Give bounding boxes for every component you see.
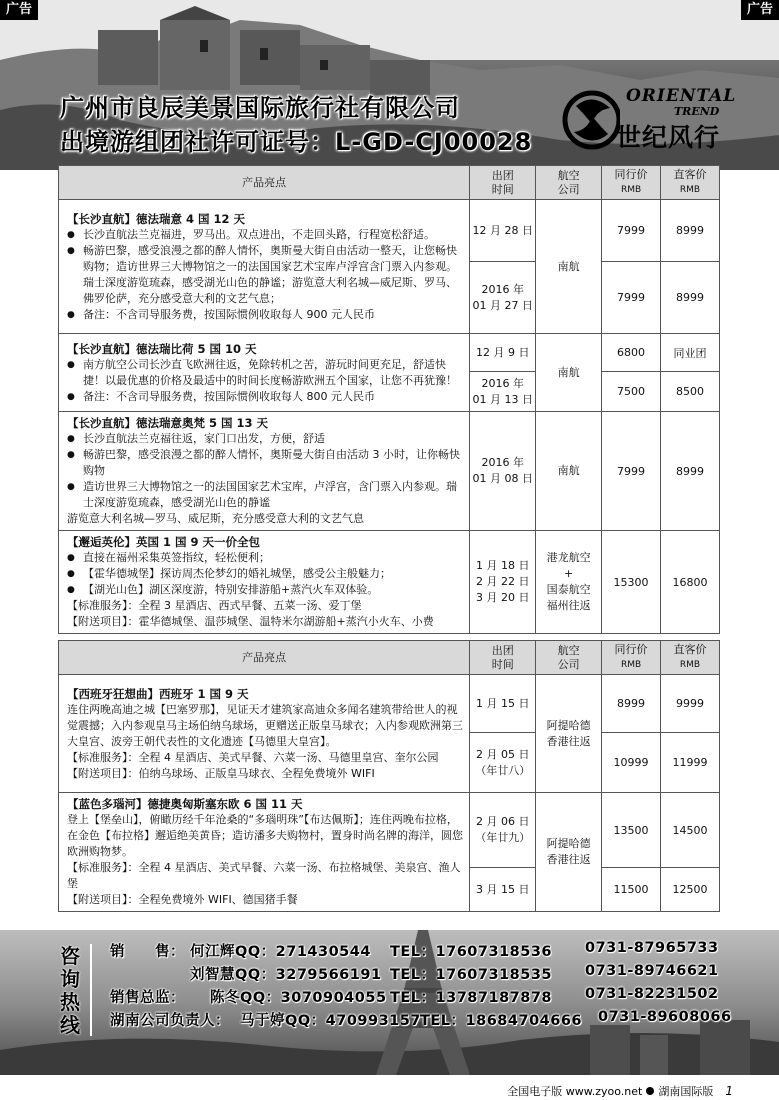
header-date: 出团 时间 <box>470 641 536 675</box>
tour-extra: 【附送项目】：伯纳乌球场、正版皇马球衣、全程免费境外 WIFI <box>67 766 375 780</box>
tour-extra: 【标准服务】：全程 4 星酒店、美式早餐、六菜一汤、马德里皇宫、奎尔公园 <box>67 750 439 764</box>
swirl-logo-icon <box>562 84 620 154</box>
tour-note: 游览意大利名城—罗马、威尼斯，充分感受意大利的文艺气息 <box>67 512 364 525</box>
header-airline: 航空 公司 <box>536 641 602 675</box>
footer-site: 全国电子版 www.zyoo.net <box>507 1085 643 1098</box>
tour-description <box>59 200 470 334</box>
bullet-icon: ● <box>67 434 75 444</box>
airline: 港龙航空 + 国泰航空 福州往返 <box>536 531 602 634</box>
departure-date: 2 月 05 日 （年廿八） <box>470 733 536 793</box>
bullet-icon: ● <box>67 569 75 579</box>
contact-role: 湖南公司负责人： <box>110 1013 230 1029</box>
departure-date: 2 月 06 日 （年廿九） <box>470 793 536 868</box>
tour-title: 【长沙直航】德法瑞比荷 5 国 10 天 <box>67 341 257 356</box>
tour-description <box>59 793 470 912</box>
direct-price: 8999 <box>661 262 720 334</box>
bullet-icon: ● <box>67 309 75 320</box>
contact-tel: TEL：17607318536 <box>390 944 553 960</box>
direct-price: 11999 <box>661 733 720 793</box>
tour-title: 【蓝色多瑙河】德捷奥匈斯塞东欧 6 国 11 天 <box>67 797 303 811</box>
departure-date: 1 月 15 日 <box>470 675 536 733</box>
direct-price: 同业团 <box>661 334 720 372</box>
tour-bullet: 备注：不含司导服务费，按国际惯例收取每人 800 元人民币 <box>83 389 375 403</box>
contact-name-qq: 马于婷QQ：470993157 <box>240 1013 421 1029</box>
peer-price: 8999 <box>602 675 661 733</box>
departure-date: 12 月 9 日 <box>470 334 536 372</box>
peer-price: 15300 <box>602 531 661 634</box>
table-header-row <box>59 641 720 675</box>
tour-table-2 <box>58 640 720 912</box>
tour-extra: 【附送项目】：霍华德城堡、温莎城堡、温特米尔湖游船+蒸汽小火车、小费 <box>67 615 434 628</box>
header-direct-price: 直客价 RMB <box>661 166 720 200</box>
tour-bullet: 【湖光山色】湖区深度游，特别安排游船+蒸汽火车双体验。 <box>83 583 379 596</box>
departure-date: 2016 年 01 月 13 日 <box>470 372 536 412</box>
contact-phone: 0731-89746621 <box>585 963 719 979</box>
direct-price: 8999 <box>661 412 720 531</box>
footer-edition: 湖南国际版 <box>658 1085 714 1098</box>
peer-price: 11500 <box>602 868 661 912</box>
departure-date: 2016 年 01 月 27 日 <box>470 262 536 334</box>
peer-price: 7999 <box>602 262 661 334</box>
tour-body: 连住两晚高迪之城【巴塞罗那】，见证天才建筑家高迪众多闻名建筑带给世人的视觉震撼；入内参观皇马主场伯纳乌球场，更赠送正版皇马球衣；入内参观欧洲第三大皇宫、波旁王朝代表性的文化遗迹【马德里大皇宫】。 <box>67 702 463 748</box>
table-row <box>59 531 720 634</box>
page-number: 1 <box>725 1084 733 1098</box>
tour-extra: 【附送项目】：全程免费境外 WIFI、德国猪手餐 <box>67 893 298 906</box>
direct-price: 8999 <box>661 200 720 262</box>
bullet-icon: ● <box>67 585 75 595</box>
contact-phone: 0731-87965733 <box>585 940 719 956</box>
tour-table-1 <box>58 165 720 634</box>
table-row <box>59 793 720 868</box>
ad-tag-left: 广告 <box>0 0 38 20</box>
logo-text-en-2: TREND <box>674 105 720 118</box>
tour-bullet: 直接在福州采集英签指纹，轻松便利； <box>83 551 270 564</box>
contact-name-qq: 何江辉QQ：271430544 <box>190 944 371 960</box>
airline: 南航 <box>536 412 602 531</box>
tour-description <box>59 334 470 412</box>
tour-title: 【长沙直航】德法瑞意奥梵 5 国 13 天 <box>67 416 269 430</box>
contact-role: 销 售： <box>110 944 185 960</box>
tour-title: 【西班牙狂想曲】西班牙 1 国 9 天 <box>67 686 249 701</box>
bullet-icon: ● <box>67 553 75 563</box>
contact-tel: TEL：18684704666 <box>420 1013 583 1029</box>
table-row <box>59 200 720 262</box>
tour-extra: 【标准服务】：全程 4 星酒店、美式早餐、六菜一汤、布拉格城堡、美泉宫、渔人堡 <box>67 861 461 890</box>
table-row <box>59 675 720 733</box>
hotline-label: 咨 询 热 线 <box>60 944 80 1037</box>
dot-icon <box>646 1087 654 1095</box>
brand-logo <box>562 82 762 162</box>
bullet-icon: ● <box>67 450 75 460</box>
tour-title: 【邂逅英伦】英国 1 国 9 天一价全包 <box>67 535 261 549</box>
direct-price: 16800 <box>661 531 720 634</box>
tour-description <box>59 412 470 531</box>
contact-name-qq: 刘智慧QQ：3279566191 <box>190 967 382 983</box>
peer-price: 13500 <box>602 793 661 868</box>
peer-price: 7999 <box>602 200 661 262</box>
divider <box>90 944 92 1036</box>
contact-tel: TEL：13787187878 <box>390 990 553 1006</box>
logo-text-en-1: ORIENTAL <box>626 86 737 106</box>
bullet-icon: ● <box>67 391 75 402</box>
page-footer <box>0 1075 779 1100</box>
bullet-icon: ● <box>67 359 75 370</box>
header-peer-price: 同行价 RMB <box>602 166 661 200</box>
license-number: 出境游组团社许可证号：L-GD-CJ00028 <box>60 128 533 156</box>
logo-text-cn: 世纪风行 <box>616 123 721 152</box>
departure-date: 12 月 28 日 <box>470 200 536 262</box>
header-airline: 航空 公司 <box>536 166 602 200</box>
direct-price: 14500 <box>661 793 720 868</box>
peer-price: 10999 <box>602 733 661 793</box>
contact-phone: 0731-82231502 <box>585 986 719 1002</box>
tour-extra: 【标准服务】：全程 3 星酒店、西式早餐、五菜一汤、爱丁堡 <box>67 599 362 612</box>
tour-bullet: 长沙直航法兰克福进，罗马出。双点进出，不走回头路，行程宽松舒适。 <box>83 227 435 241</box>
header-direct-price: 直客价 RMB <box>661 641 720 675</box>
tour-bullet: 造访世界三大博物馆之一的法国国家艺术宝库，卢浮宫，含门票入内参观。瑞士深度游览琉森，感受湖光山色的静谧 <box>83 480 457 509</box>
airline: 南航 <box>536 334 602 412</box>
header-product: 产品亮点 <box>59 641 470 675</box>
bullet-icon: ● <box>67 245 75 256</box>
header-product: 产品亮点 <box>59 166 470 200</box>
bullet-icon: ● <box>67 482 75 492</box>
departure-date: 2016 年 01 月 08 日 <box>470 412 536 531</box>
contact-name-qq: 陈冬QQ：3070904055 <box>210 990 387 1006</box>
table-row <box>59 412 720 531</box>
tour-description <box>59 675 470 793</box>
contact-phone: 0731-89608066 <box>598 1009 732 1025</box>
tour-bullet: 南方航空公司长沙直飞欧洲往返，免除转机之苦，游玩时间更充足，舒适快捷！以最优惠的价格及最适中的时间长度畅游欧洲五个国家，让您不再犹豫！ <box>83 357 457 387</box>
header-date: 出团 时间 <box>470 166 536 200</box>
table-header-row <box>59 166 720 200</box>
tour-bullet: 【霍华德城堡】探访周杰伦梦幻的婚礼城堡，感受公主般魅力； <box>83 567 391 580</box>
tour-description <box>59 531 470 634</box>
peer-price: 6800 <box>602 334 661 372</box>
tour-title: 【长沙直航】德法瑞意 4 国 12 天 <box>67 211 246 226</box>
contact-tel: TEL：17607318535 <box>390 967 553 983</box>
tour-body: 登上【堡垒山】，俯瞰历经千年沧桑的“多瑙明珠”【布达佩斯】；连住两晚布拉格，在金色【布拉格】邂逅绝美黄昏；造访潘多夫购物村，置身时尚名牌的海洋，圆您欧洲购物梦。 <box>67 813 463 858</box>
ad-tag-right: 广告 <box>741 0 779 20</box>
direct-price: 12500 <box>661 868 720 912</box>
departure-date: 1 月 18 日 2 月 22 日 3 月 20 日 <box>470 531 536 634</box>
tour-bullet: 畅游巴黎，感受浪漫之都的醉人情怀，奥斯曼大街自由活动 3 小时，让你畅快购物 <box>83 448 460 477</box>
company-name: 广州市良辰美景国际旅行社有限公司 <box>60 94 460 122</box>
header-peer-price: 同行价 RMB <box>602 641 661 675</box>
airline: 南航 <box>536 200 602 334</box>
peer-price: 7999 <box>602 412 661 531</box>
contact-role: 销售总监： <box>110 990 185 1006</box>
tour-bullet: 备注：不含司导服务费，按国际惯例收取每人 900 元人民币 <box>83 307 375 321</box>
departure-date: 3 月 15 日 <box>470 868 536 912</box>
tour-bullet: 长沙直航法兰克福往返，家门口出发，方便，舒适 <box>83 432 325 445</box>
tour-bullet: 畅游巴黎，感受浪漫之都的醉人情怀，奥斯曼大街自由活动一整天，让您畅快购物；造访世界三大博物馆之一的法国国家艺术宝库卢浮宫含门票入内参观。瑞士深度游览琉森，感受湖光山色的静谧；游览意大利名城—威尼斯、罗马、佛罗伦萨，充分感受意大利的文艺气息； <box>83 243 457 305</box>
airline: 阿提哈德 香港往返 <box>536 793 602 912</box>
airline: 阿提哈德 香港往返 <box>536 675 602 793</box>
peer-price: 7500 <box>602 372 661 412</box>
direct-price: 8500 <box>661 372 720 412</box>
direct-price: 9999 <box>661 675 720 733</box>
table-row <box>59 334 720 372</box>
bullet-icon: ● <box>67 229 75 240</box>
